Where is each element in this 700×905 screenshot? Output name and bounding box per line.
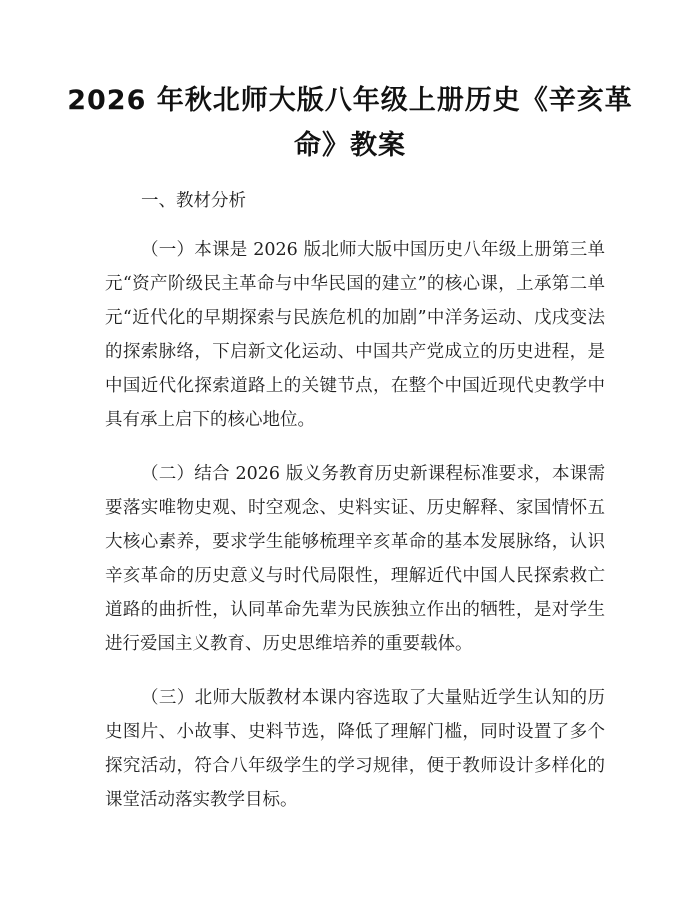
paragraph-3: （三）北师大版教材本课内容选取了大量贴近学生认知的历史图片、小故事、史料节选，降低了理解门槛，同时设置了多个探究活动，符合八年级学生的学习规律，便于教师设计多样化的课堂活动落实教学目标。 xyxy=(105,688,605,810)
document-title-line-2: 命》教案 xyxy=(294,130,406,161)
section-heading: 一、教材分析 xyxy=(141,191,246,211)
paragraph-1: （一）本课是 2026 版北师大版中国历史八年级上册第三单元“资产阶级民主革命与中华民国的建立”的核心课，上承第二单元“近代化的早期探索与民族危机的加剧”中洋务运动、戊戌变法的探索脉络，下启新文化运动、中国共产党成立的历史进程，是中国近代化探索道路上的关键节点，在整个中国近现代史教学中具有承上启下的核心地位。 xyxy=(105,240,605,430)
document-title xyxy=(0,78,700,168)
document-title-line-1: 2026 年秋北师大版八年级上册历史《辛亥革 xyxy=(67,85,633,116)
paragraph-2: （二）结合 2026 版义务教育历史新课程标准要求，本课需要落实唯物史观、时空观念、史料实证、历史解释、家国情怀五大核心素养，要求学生能够梳理辛亥革命的基本发展脉络，认识辛亥革命的历史意义与时代局限性，理解近代中国人民探索救亡道路的曲折性，认同革命先辈为民族独立作出的牺牲，是对学生进行爱国主义教育、历史思维培养的重要载体。 xyxy=(105,464,605,654)
